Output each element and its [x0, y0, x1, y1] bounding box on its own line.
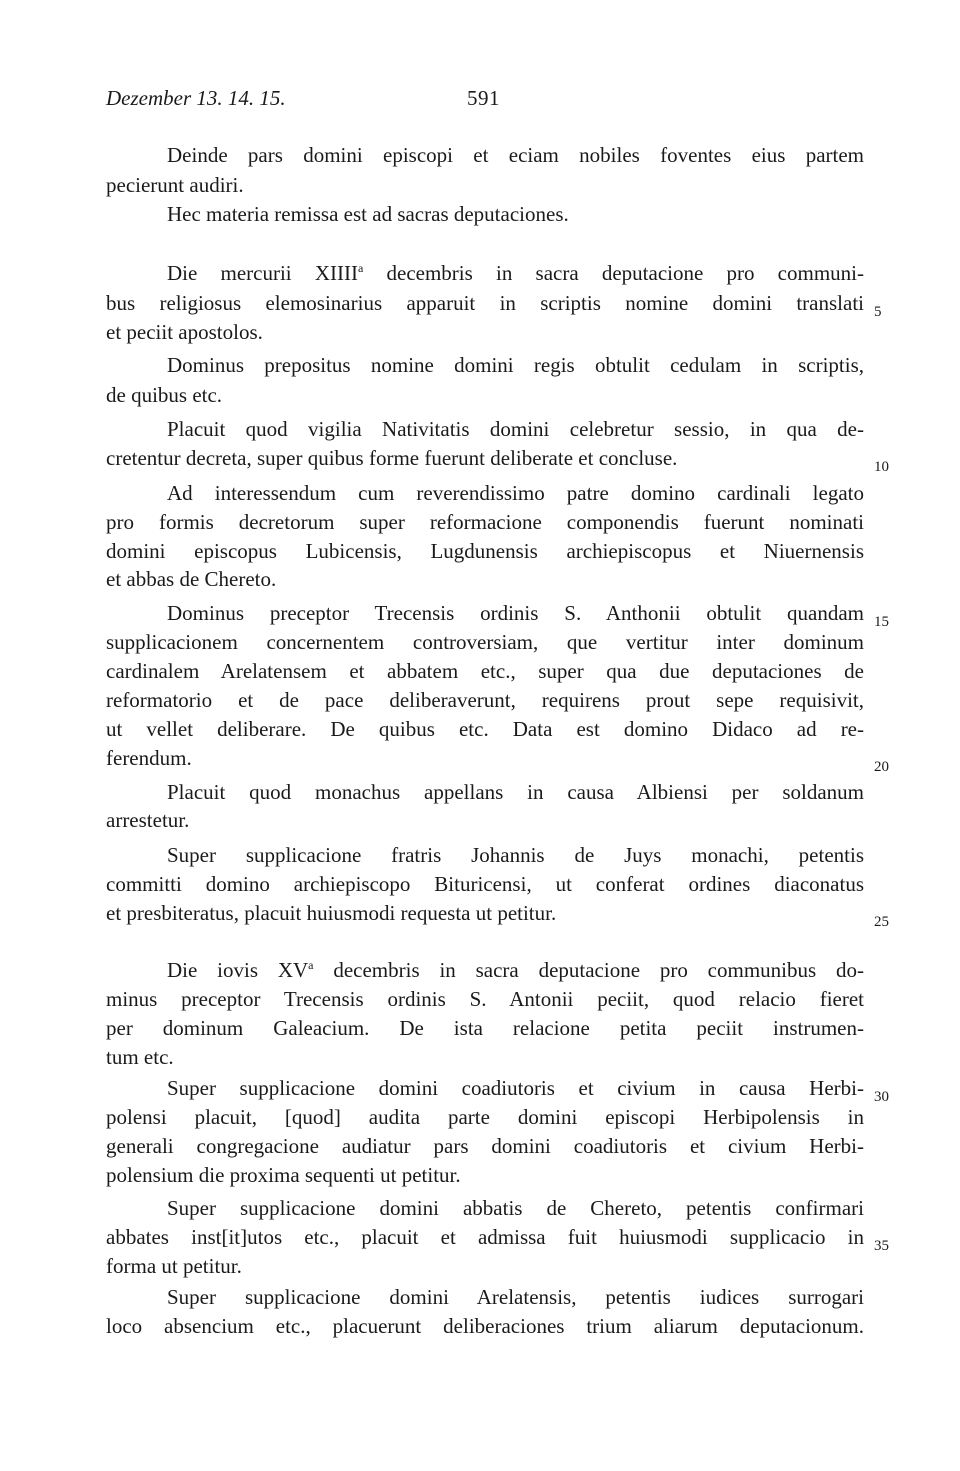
line-number: 30	[874, 1089, 889, 1105]
text-line: abbates inst[it]utos etc., placuit et admissa fuit huiusmodi supplicacio in	[106, 1225, 864, 1249]
text-line: generali congregacione audiatur pars domini coadiutoris et civium Herbi-	[106, 1134, 864, 1158]
text-line: Placuit quod monachus appellans in causa Albiensi per soldanum	[167, 780, 864, 804]
text-line: et presbiteratus, placuit huiusmodi requesta ut petitur.	[106, 901, 557, 925]
text-line: Dominus preceptor Trecensis ordinis S. Anthonii obtulit quandam	[167, 601, 864, 625]
text-line: Super supplicacione domini abbatis de Chereto, petentis confirmari	[167, 1196, 864, 1220]
text-line: domini episcopus Lubicensis, Lugdunensis archiepiscopus et Niuernensis	[106, 539, 864, 563]
line-number: 10	[874, 459, 889, 475]
text-line: Deinde pars domini episcopi et eciam nobiles foventes eius partem	[167, 143, 864, 167]
ordinal-superscript: a	[357, 261, 364, 275]
text-line: ferendum.	[106, 746, 192, 770]
ordinal-superscript: a	[308, 958, 314, 972]
text-line: arrestetur.	[106, 808, 190, 832]
text-line: Die iovis $XV^a$ decembris in sacra deputacione pro communibus do-	[167, 958, 864, 982]
text-line: Ad interessendum cum reverendissimo patre domino cardinali legato	[167, 481, 864, 505]
text-line: loco absencium etc., placuerunt deliberaciones trium aliarum deputacionum.	[106, 1314, 864, 1338]
text-line: pecierunt audiri.	[106, 173, 244, 197]
text-line: polensium die proxima sequenti ut petitur.	[106, 1163, 461, 1187]
text-line: per dominum Galeacium. De ista relacione petita peciit instrumen-	[106, 1016, 864, 1040]
line-number: 25	[874, 914, 889, 930]
text-line: Hec materia remissa est ad sacras deputaciones.	[167, 202, 569, 226]
line-number: 35	[874, 1238, 889, 1254]
text-line: Dominus prepositus nomine domini regis obtulit cedulam in scriptis,	[167, 353, 864, 377]
text-line: polensi placuit, [quod] audita parte domini episcopi Herbipolensis in	[106, 1105, 864, 1129]
text-line: ut vellet deliberare. De quibus etc. Data est domino Didaco ad re-	[106, 717, 864, 741]
line-number: 5	[874, 304, 882, 320]
text-line: de quibus etc.	[106, 383, 223, 407]
text-line: Placuit quod vigilia Nativitatis domini celebretur sessio, in qua de-	[167, 417, 864, 441]
page-number: 591	[467, 86, 500, 110]
text-line: et peciit apostolos.	[106, 320, 263, 344]
text-line: cretentur decreta, super quibus forme fuerunt deliberate et concluse.	[106, 446, 678, 470]
text-line: tum etc.	[106, 1045, 174, 1069]
line-number: 20	[874, 759, 889, 775]
text-line: bus religiosus elemosinarius apparuit in scriptis nomine domini translati	[106, 291, 864, 315]
page-header	[106, 86, 866, 116]
text-line: Die mercurii XIIII$^a$ decembris in sacra deputacione pro communi-	[167, 261, 864, 285]
text-line: Super supplicacione fratris Johannis de Juys monachi, petentis	[167, 843, 864, 867]
text-line: Super supplicacione domini coadiutoris et civium in causa Herbi-	[167, 1076, 864, 1100]
text-line: Super supplicacione domini Arelatensis, petentis iudices surrogari	[167, 1285, 864, 1309]
text-line: minus preceptor Trecensis ordinis S. Antonii peciit, quod relacio fieret	[106, 987, 864, 1011]
text-line: forma ut petitur.	[106, 1254, 242, 1278]
text-line: cardinalem Arelatensem et abbatem etc., super qua due deputaciones de	[106, 659, 864, 683]
text-line: committi domino archiepiscopo Bituricensi, ut conferat ordines diaconatus	[106, 872, 864, 896]
text-line: reformatorio et de pace deliberaverunt, requirens prout sepe requisivit,	[106, 688, 864, 712]
running-head: Dezember 13. 14. 15.	[106, 86, 286, 110]
text-line: supplicacionem concernentem controversiam, que vertitur inter dominum	[106, 630, 864, 654]
line-number: 15	[874, 614, 889, 630]
text-line: et abbas de Chereto.	[106, 567, 277, 591]
text-line: pro formis decretorum super reformacione componendis fuerunt nominati	[106, 510, 864, 534]
